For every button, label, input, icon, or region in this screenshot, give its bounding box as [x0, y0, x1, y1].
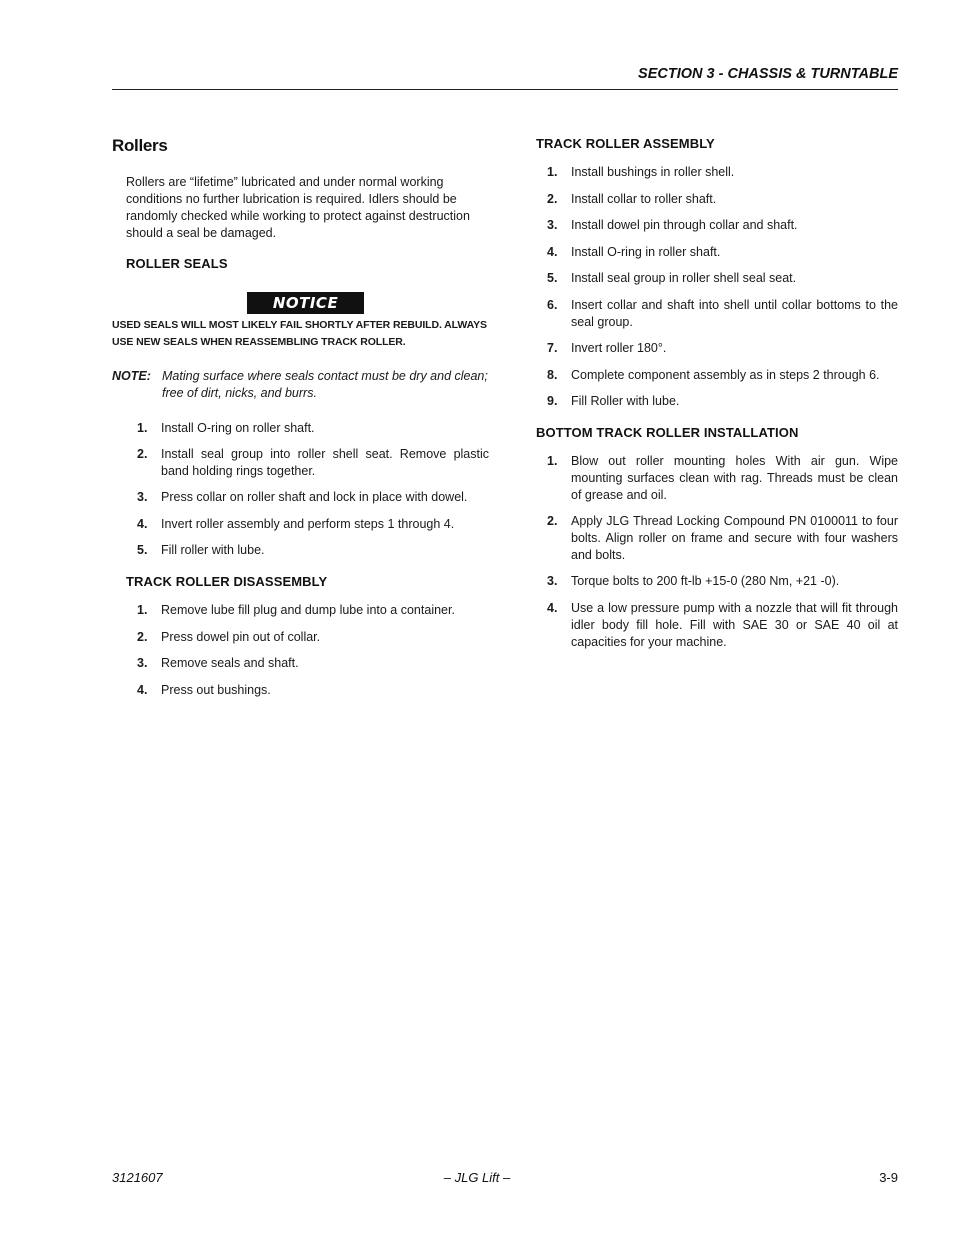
- list-item: 2. Apply JLG Thread Locking Compound PN 0100011 to four bolts. Align roller on frame and secure with four washers and bolts.: [547, 514, 898, 562]
- header-divider: [112, 89, 898, 90]
- note-label: NOTE:: [112, 369, 151, 383]
- list-item: 2. Press dowel pin out of collar.: [137, 630, 321, 644]
- list-item: 1. Remove lube fill plug and dump lube into a container.: [137, 603, 455, 617]
- roller-seals-steps: [126, 420, 489, 559]
- installation-steps: [536, 453, 898, 651]
- assembly-steps: [536, 164, 898, 410]
- list-item: 2. Install seal group into roller shell seat. Remove plastic band holding rings together.: [137, 447, 489, 478]
- assembly-heading: TRACK ROLLER ASSEMBLY: [536, 136, 715, 151]
- list-item: 4. Use a low pressure pump with a nozzle that will fit through idler body fill hole. Fill with SAE 30 or SAE 40 oil at capacities for your machine.: [547, 601, 898, 649]
- intro-paragraph: Rollers are “lifetime” lubricated and under normal working conditions no further lubrication is required. Idlers should be randomly checked while working to protect against destruction should a seal be damaged.: [126, 175, 470, 240]
- list-item: 4. Press out bushings.: [137, 683, 271, 697]
- list-item: 5. Install seal group in roller shell seal seat.: [547, 271, 797, 285]
- list-item: 4. Invert roller assembly and perform steps 1 through 4.: [137, 517, 455, 531]
- installation-heading: BOTTOM TRACK ROLLER INSTALLATION: [536, 425, 799, 440]
- list-item: 1. Blow out roller mounting holes With air gun. Wipe mounting surfaces clean with rag. Threads must be clean of grease and oil.: [547, 454, 898, 502]
- footer-page-number: 3-9: [879, 1170, 898, 1185]
- list-item: 9. Fill Roller with lube.: [547, 394, 680, 408]
- disassembly-steps: [126, 602, 489, 699]
- list-item: 3. Install dowel pin through collar and shaft.: [547, 218, 798, 232]
- footer-brand: – JLG Lift –: [443, 1170, 511, 1185]
- list-item: 1. Install bushings in roller shell.: [547, 165, 735, 179]
- list-item: 4. Install O-ring in roller shaft.: [547, 245, 721, 259]
- page-title: Rollers: [112, 136, 168, 155]
- list-item: 7. Invert roller 180°.: [547, 341, 667, 355]
- note-block: [112, 368, 489, 402]
- disassembly-heading: TRACK ROLLER DISASSEMBLY: [126, 574, 328, 589]
- list-item: 5. Fill roller with lube.: [137, 543, 265, 557]
- list-item: 3. Press collar on roller shaft and lock in place with dowel.: [137, 490, 468, 504]
- list-item: 1. Install O-ring on roller shaft.: [137, 421, 315, 435]
- note-text: Mating surface where seals contact must be dry and clean; free of dirt, nicks, and burrs.: [162, 369, 488, 400]
- notice-badge: NOTICE: [247, 292, 364, 314]
- list-item: 6. Insert collar and shaft into shell until collar bottoms to the seal group.: [547, 298, 898, 329]
- list-item: 3. Torque bolts to 200 ft-lb +15-0 (280 Nm, +21 -0).: [547, 574, 840, 588]
- roller-seals-heading: ROLLER SEALS: [126, 256, 228, 271]
- footer-doc-number: 3121607: [112, 1170, 163, 1185]
- section-title-header: SECTION 3 - CHASSIS & TURNTABLE: [638, 66, 898, 82]
- list-item: 8. Complete component assembly as in steps 2 through 6.: [547, 368, 880, 382]
- notice-text: USED SEALS WILL MOST LIKELY FAIL SHORTLY AFTER REBUILD. ALWAYS USE NEW SEALS WHEN REASSEMBLING TRACK ROLLER.: [112, 319, 487, 348]
- list-item: 3. Remove seals and shaft.: [137, 656, 299, 670]
- list-item: 2. Install collar to roller shaft.: [547, 192, 717, 206]
